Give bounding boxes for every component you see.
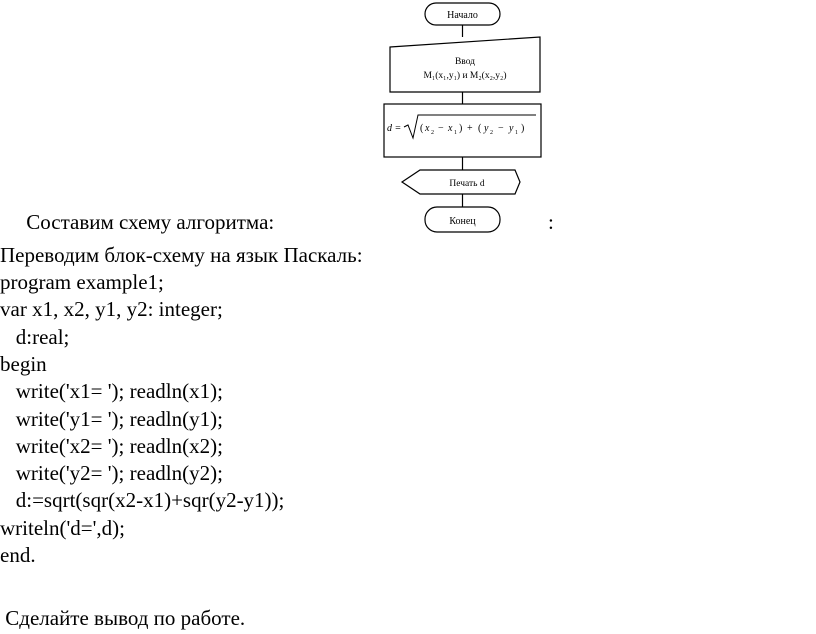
svg-text:): ) bbox=[459, 123, 463, 134]
code-line: write('y1= '); readln(y1); bbox=[0, 406, 223, 431]
code-line: d:real; bbox=[0, 324, 70, 349]
svg-text:): ) bbox=[521, 123, 525, 134]
start-terminator bbox=[425, 3, 500, 25]
input-block bbox=[390, 37, 540, 92]
print-block bbox=[402, 170, 520, 194]
formula-x2-sub: 2 bbox=[431, 130, 434, 136]
code-line: write('x1= '); readln(x1); bbox=[0, 379, 223, 404]
process-block bbox=[384, 104, 541, 157]
formula-y2-sub: 2 bbox=[490, 130, 493, 136]
svg-text:(: ( bbox=[420, 123, 424, 134]
start-label: Начало bbox=[447, 10, 478, 21]
input-label: Ввод bbox=[454, 57, 476, 67]
end-terminator bbox=[425, 207, 500, 232]
code-line: d:=sqrt(sqr(x2-x1)+sqr(y2-y1)); bbox=[0, 488, 285, 513]
svg-text:+: + bbox=[467, 123, 473, 134]
intro-colon: : bbox=[548, 210, 554, 234]
formula-y1: y bbox=[509, 123, 514, 134]
end-label: Конец bbox=[449, 216, 476, 227]
formula-x1: x bbox=[448, 123, 453, 134]
code-line: writeln('d=',d); bbox=[0, 515, 125, 540]
print-label: Печать d bbox=[449, 179, 485, 189]
formula-x2: x bbox=[425, 123, 430, 134]
svg-text:(: ( bbox=[478, 123, 482, 134]
formula-lhs: d = bbox=[387, 123, 402, 134]
formula-x1-sub: 1 bbox=[454, 130, 457, 136]
formula-y1-sub: 1 bbox=[515, 130, 518, 136]
code-line: begin bbox=[0, 351, 47, 376]
code-line: end. bbox=[0, 543, 36, 567]
code-line: program example1; bbox=[0, 270, 164, 294]
input-points: M₁(x₁,y₁) и M₂(x₂,y₂) bbox=[423, 71, 507, 81]
code-line: write('y2= '); readln(y2); bbox=[0, 461, 223, 486]
algorithm-flowchart bbox=[370, 0, 550, 240]
svg-text:−: − bbox=[438, 123, 444, 134]
conclusion-text: Сделайте вывод по работе. bbox=[0, 606, 246, 630]
code-line: write('x2= '); readln(x2); bbox=[0, 433, 223, 458]
svg-text:−: − bbox=[498, 123, 504, 134]
intro-text: Составим схему алгоритма: bbox=[0, 210, 275, 234]
code-line: var x1, x2, y1, y2: integer; bbox=[0, 297, 223, 322]
formula-y2: y bbox=[484, 123, 489, 134]
translate-text: Переводим блок-схему на язык Паскаль: bbox=[0, 243, 363, 267]
